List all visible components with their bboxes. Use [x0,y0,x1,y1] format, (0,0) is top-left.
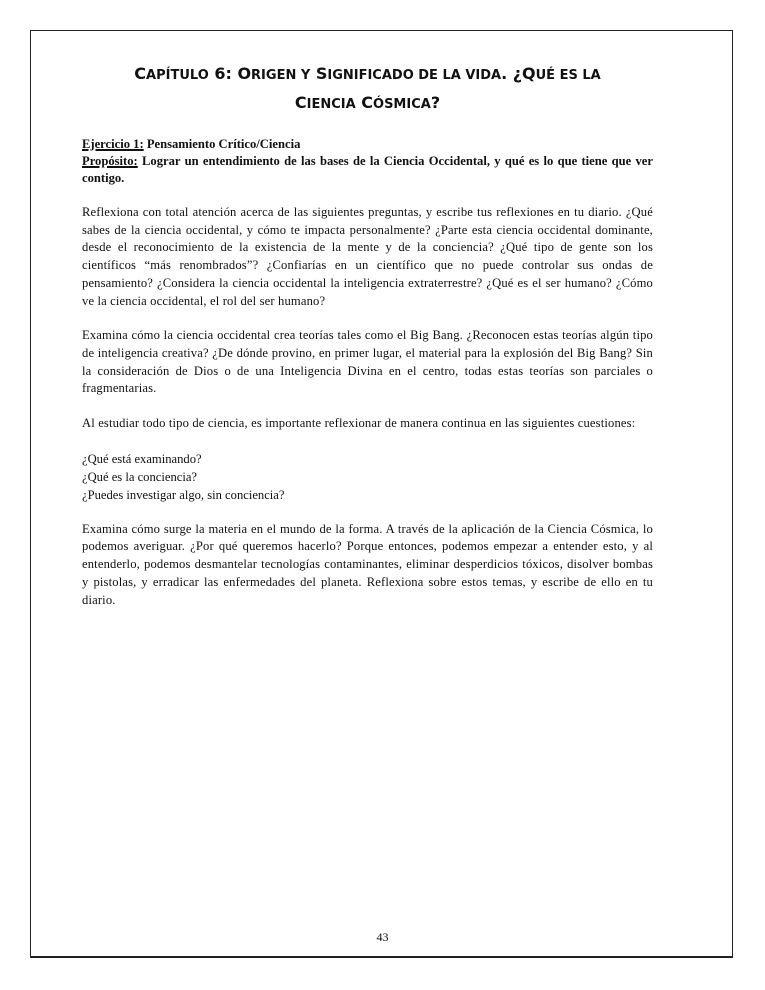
exercise-title [82,136,653,153]
chapter-title [82,60,653,118]
purpose-text: Lograr un entendimiento de las bases de la Ciencia Occidental, y qué es lo que tiene que ver contigo. [82,154,653,185]
purpose-label: Propósito: [82,154,138,168]
question-item: ¿Qué está examinando? [82,451,202,466]
exercise-name: Pensamiento Crítico/Ciencia [143,137,301,151]
page-content [82,60,653,609]
page-number: 43 [376,930,389,944]
paragraph-reflection: Reflexiona con total atención acerca de las siguientes preguntas, y escribe tus reflexiones en tu diario. ¿Qué sabes de la ciencia occidental, y cómo te impacta personalmente? ¿Parte esta ciencia occidental dominante, desde el reconocimiento de la existencia de la mente y de la conciencia? ¿Qué tipo de gente son los científicos “más renombrados”? ¿Confiarías en un científico que no puede controlar sus ondas de pensamiento? ¿Considera la ciencia occidental la inteligencia extraterrestre? ¿Qué es el ser humano? ¿Cómo ve la ciencia occidental, el rol del ser humano? [82,205,653,308]
exercise-header [82,136,653,187]
chapter-title-line-2: CIENCIA CÓSMICA? [294,93,441,112]
question-item: ¿Puedes investigar algo, sin conciencia? [82,487,285,502]
paragraph-study: Al estudiar todo tipo de ciencia, es importante reflexionar de manera continua en las siguientes cuestiones: [82,416,636,431]
question-item: ¿Qué es la conciencia? [82,469,198,484]
question-list [82,450,653,504]
exercise-purpose [82,153,653,187]
exercise-label: Ejercicio 1: [82,137,144,151]
paragraph-big-bang: Examina cómo la ciencia occidental crea teorías tales como el Big Bang. ¿Reconocen estas teorías algún tipo de inteligencia creativa? ¿De dónde provino, en primer lugar, el material para la explosión del Big Bang? Sin la consideración de Dios o de una Inteligencia Divina en el centro, todas estas teorías son parciales o fragmentarias. [82,328,653,396]
chapter-title-line-1: CAPÍTULO 6: ORIGEN Y SIGNIFICADO DE LA VIDA. ¿QUÉ ES LA [134,64,601,83]
paragraph-closing: Examina cómo surge la materia en el mundo de la forma. A través de la aplicación de la Ciencia Cósmica, lo podemos averiguar. ¿Por qué queremos hacerlo? Porque entonces, podemos empezar a entender esto, y al entenderlo, podemos desmantelar tecnologías contaminantes, eliminar desperdicios tóxicos, disolver bombas y pistolas, y erradicar las enfermedades del planeta. Reflexiona sobre estos temas, y escribe de ello en tu diario. [82,521,653,607]
